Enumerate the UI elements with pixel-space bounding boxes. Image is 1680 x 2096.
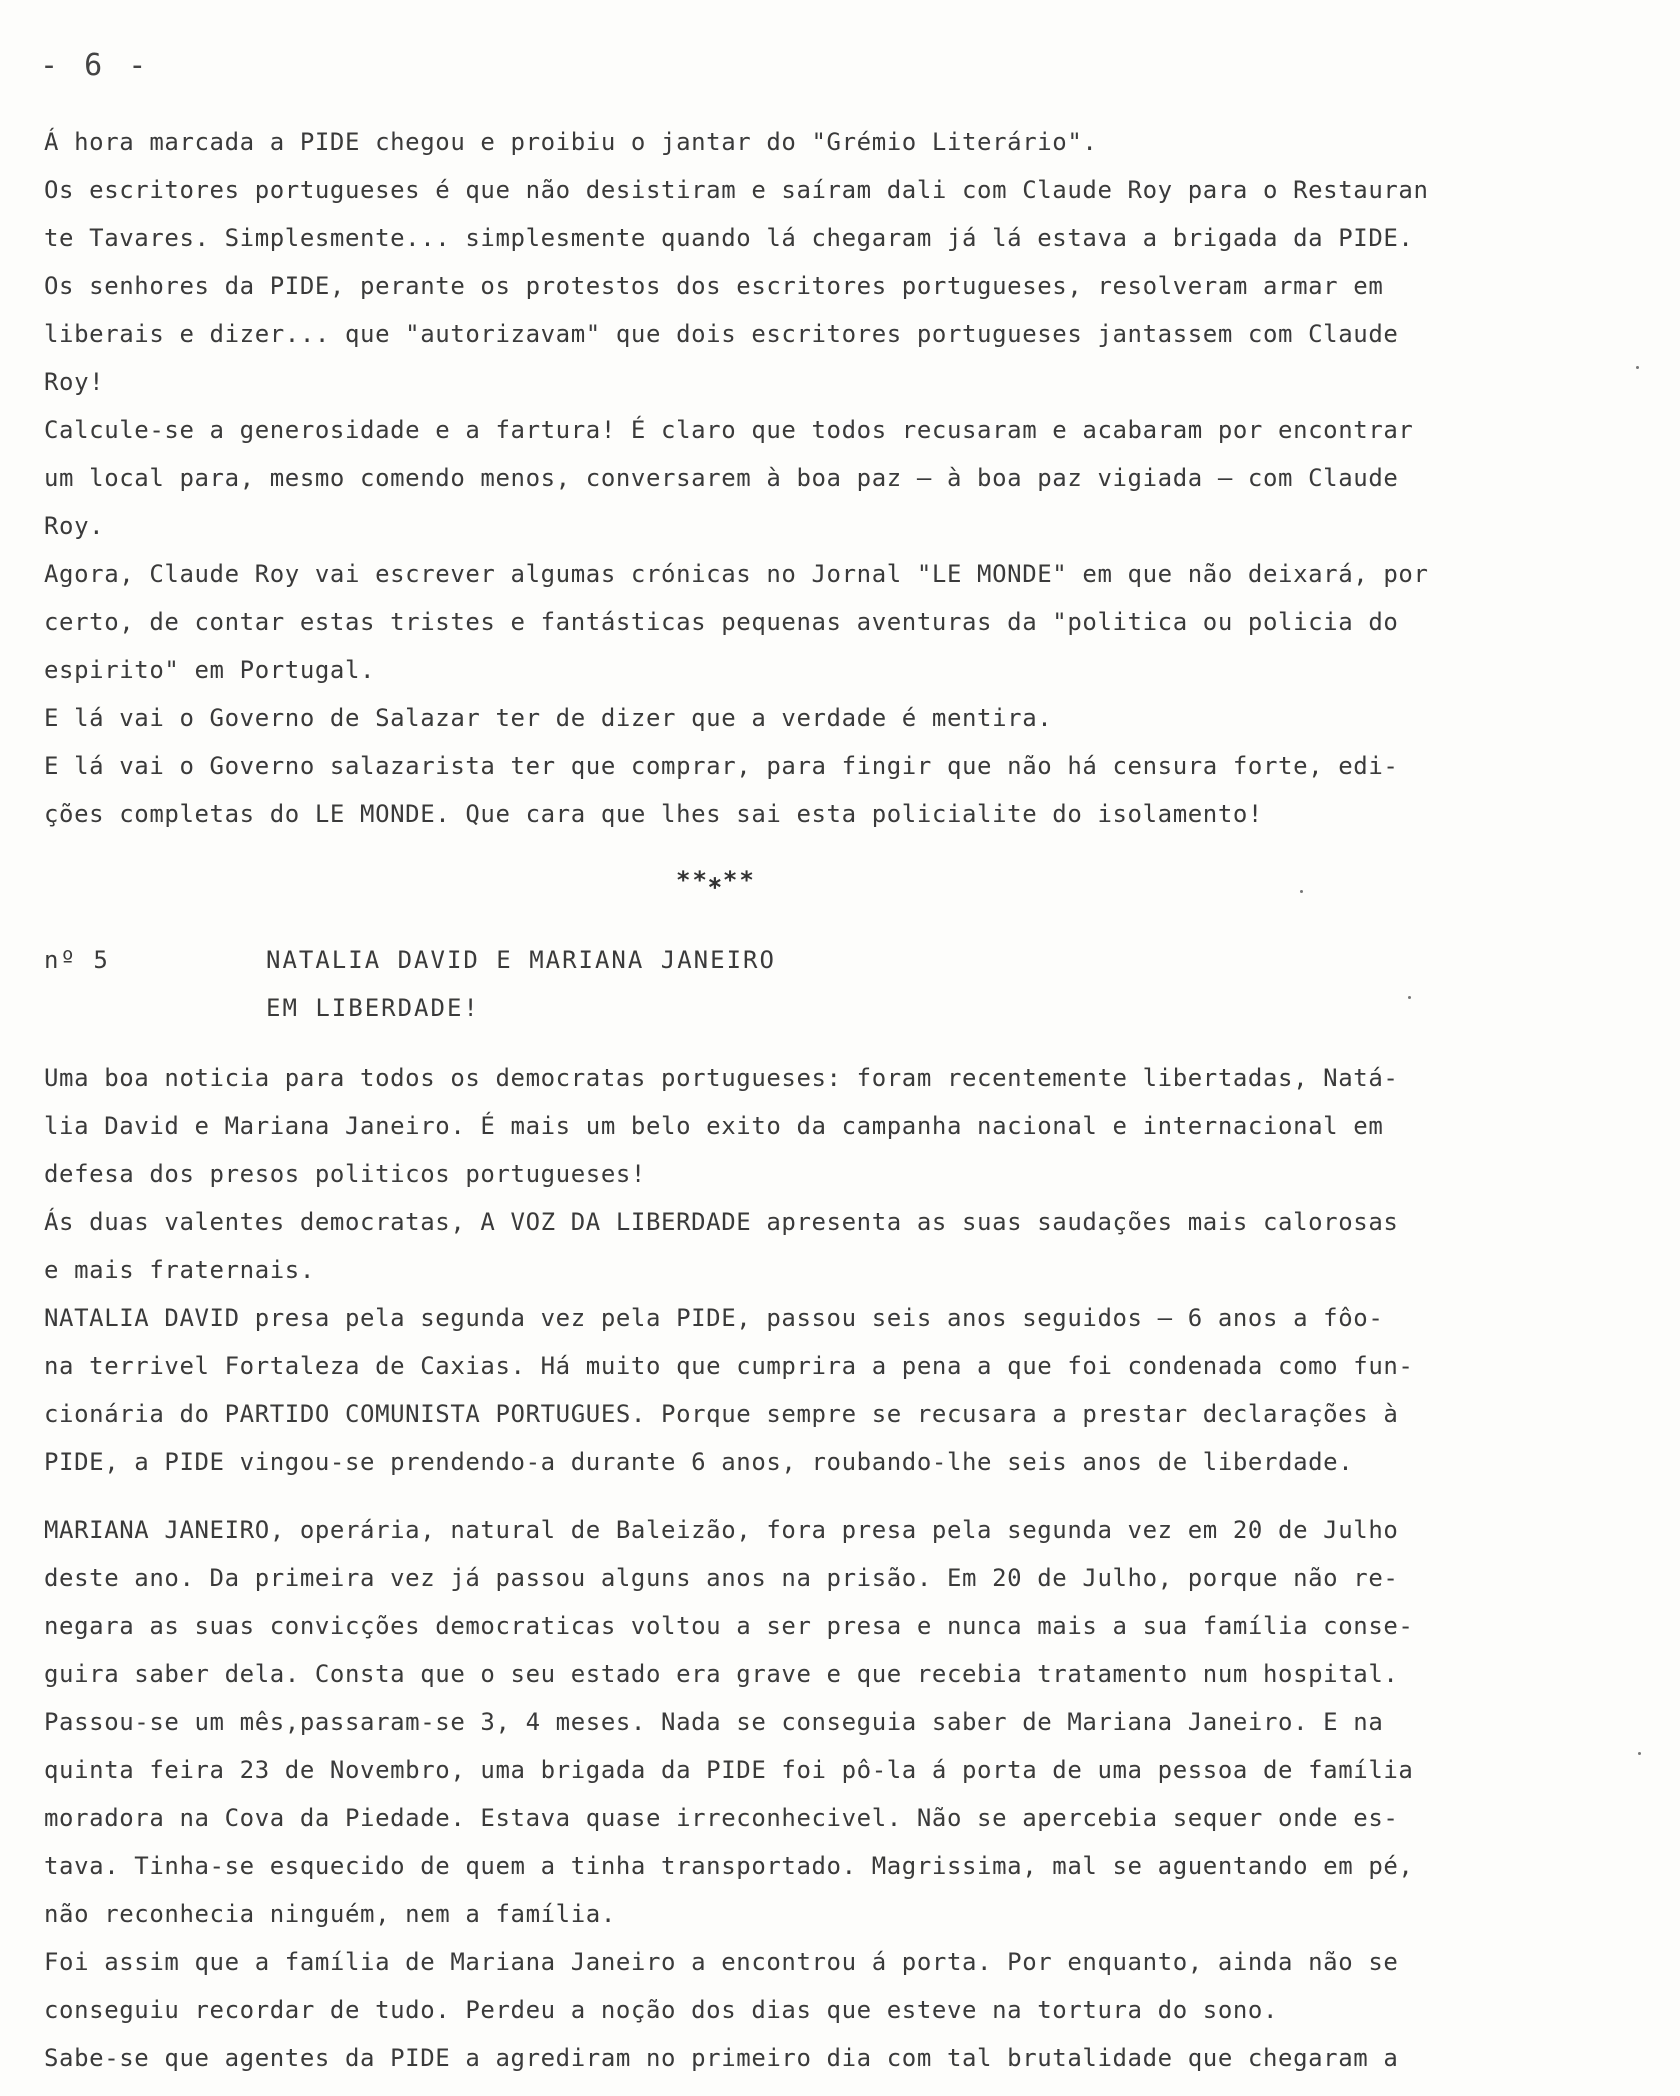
text-line: Os senhores da PIDE, perante os protestos dos escritores portugueses, resolveram armar em — [44, 272, 1384, 300]
text-line: quinta feira 23 de Novembro, uma brigada da PIDE foi pô-la á porta de uma pessoa de família — [44, 1756, 1414, 1784]
scan-speck — [1408, 996, 1411, 999]
text-line: Uma boa noticia para todos os democratas portugueses: foram recentemente libertadas, Natá- — [44, 1064, 1399, 1092]
text-line: tava. Tinha-se esquecido de quem a tinha transportado. Magrissima, mal se aguentando em pé, — [44, 1852, 1414, 1880]
text-line: NATALIA DAVID presa pela segunda vez pela PIDE, passou seis anos seguidos – 6 anos a fôo- — [44, 1304, 1384, 1332]
text-line: guira saber dela. Consta que o seu estado era grave e que recebia tratamento num hospital. — [44, 1660, 1399, 1688]
text-line: te Tavares. Simplesmente... simplesmente quando lá chegaram já lá estava a brigada da PIDE. — [44, 224, 1414, 252]
text-line: Sabe-se que agentes da PIDE a agrediram no primeiro dia com tal brutalidade que chegaram a — [44, 2044, 1399, 2072]
text-line: cionária do PARTIDO COMUNISTA PORTUGUES. Porque sempre se recusara a prestar declarações à — [44, 1400, 1399, 1428]
article-mariana-janeiro — [44, 1506, 1514, 2082]
text-line: Calcule-se a generosidade e a fartura! É claro que todos recusaram e acabaram por encontrar — [44, 416, 1414, 444]
text-line: Roy. — [44, 512, 105, 540]
scan-speck — [1300, 890, 1303, 893]
text-line: Foi assim que a família de Mariana Janeiro a encontrou á porta. Por enquanto, ainda não se — [44, 1948, 1399, 1976]
text-line: espirito" em Portugal. — [44, 656, 376, 684]
text-line: na terrivel Fortaleza de Caxias. Há muito que cumprira a pena a que foi condenada como fun- — [44, 1352, 1414, 1380]
article-title-line-1: NATALIA DAVID E MARIANA JANEIRO — [266, 946, 776, 974]
text-line: negara as suas convicções democraticas voltou a ser presa e nunca mais a sua família conse- — [44, 1612, 1414, 1640]
scan-speck — [1636, 366, 1639, 369]
article-number: nº 5 — [44, 946, 110, 974]
text-line: certo, de contar estas tristes e fantásticas pequenas aventuras da "politica ou policia do — [44, 608, 1399, 636]
scan-speck — [1638, 1752, 1641, 1755]
text-line: Passou-se um mês,passaram-se 3, 4 meses. Nada se conseguia saber de Mariana Janeiro. E na — [44, 1708, 1384, 1736]
text-line: defesa dos presos politicos portugueses! — [44, 1160, 646, 1188]
text-line: PIDE, a PIDE vingou-se prendendo-a durante 6 anos, roubando-lhe seis anos de liberdade. — [44, 1448, 1354, 1476]
text-line: Á hora marcada a PIDE chegou e proibiu o jantar do "Grémio Literário". — [44, 128, 1098, 156]
text-line: Agora, Claude Roy vai escrever algumas crónicas no Jornal "LE MONDE" em que não deixará, por — [44, 560, 1429, 588]
article-claude-roy — [44, 118, 1514, 838]
text-line: conseguiu recordar de tudo. Perdeu a noção dos dias que esteve na tortura do sono. — [44, 1996, 1279, 2024]
text-line: deste ano. Da primeira vez já passou alguns anos na prisão. Em 20 de Julho, porque não re- — [44, 1564, 1399, 1592]
text-line: moradora na Cova da Piedade. Estava quase irreconhecivel. Não se apercebia sequer onde es- — [44, 1804, 1399, 1832]
text-line: MARIANA JANEIRO, operária, natural de Baleizão, fora presa pela segunda vez em 20 de Julho — [44, 1516, 1399, 1544]
page-number: - 6 - — [40, 48, 151, 83]
text-line: e mais fraternais. — [44, 1256, 315, 1284]
text-line: Roy! — [44, 368, 105, 396]
text-line: lia David e Mariana Janeiro. É mais um belo exito da campanha nacional e internacional em — [44, 1112, 1384, 1140]
text-line: um local para, mesmo comendo menos, conversarem à boa paz – à boa paz vigiada – com Claude — [44, 464, 1399, 492]
text-line: não reconhecia ninguém, nem a família. — [44, 1900, 616, 1928]
text-line: ções completas do LE MONDE. Que cara que lhes sai esta policialite do isolamento! — [44, 800, 1263, 828]
article-natalia-david — [44, 1054, 1514, 1486]
article-title-line-2: EM LIBERDADE! — [266, 994, 480, 1022]
text-line: E lá vai o Governo de Salazar ter de dizer que a verdade é mentira. — [44, 704, 1053, 732]
text-line: Os escritores portugueses é que não desistiram e saíram dali com Claude Roy para o Restauran — [44, 176, 1429, 204]
text-line: Ás duas valentes democratas, A VOZ DA LIBERDADE apresenta as suas saudações mais calorosas — [44, 1208, 1399, 1236]
text-line: E lá vai o Governo salazarista ter que comprar, para fingir que não há censura forte, edi- — [44, 752, 1399, 780]
text-line: liberais e dizer... que "autorizavam" que dois escritores portugueses jantassem com Claude — [44, 320, 1399, 348]
section-separator: **⁎** — [676, 866, 756, 894]
article-title — [266, 936, 776, 1032]
